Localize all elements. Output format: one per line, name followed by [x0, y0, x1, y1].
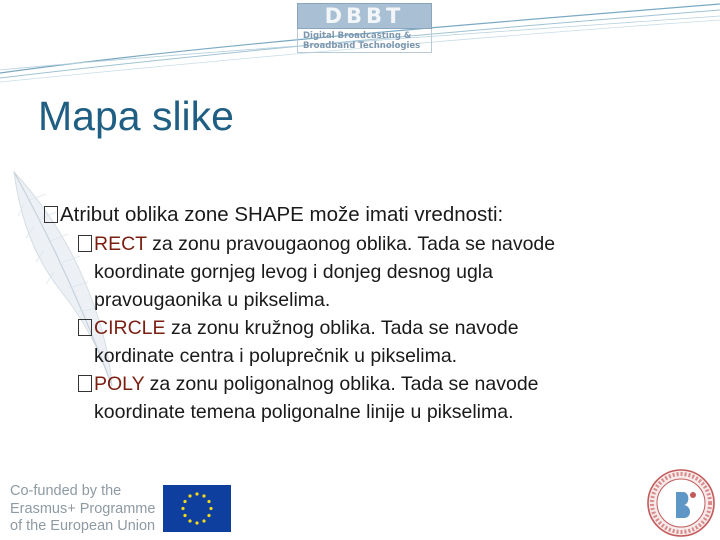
list-item-poly — [78, 370, 684, 426]
logo-word: DBBT — [324, 4, 405, 28]
item-text: za zonu poligonalnog oblika. Tada se navode — [144, 373, 539, 395]
bullet-box-icon — [78, 375, 92, 392]
item-first-line — [78, 230, 684, 258]
slide-title: Mapa slike — [38, 93, 234, 139]
list-item-circle — [78, 314, 684, 370]
slide-body — [44, 200, 684, 426]
eu-flag-icon — [163, 485, 231, 532]
list-item-rect — [78, 230, 684, 314]
logo-tagline-2: Broadband Technologies — [303, 41, 421, 51]
item-continuation: pravougaonika u pikselima. — [94, 289, 331, 311]
bullet-box-icon — [44, 206, 58, 223]
item-text: za zonu pravougaonog oblika. Tada se navode — [146, 233, 556, 255]
item-continuation: koordinate temena poligonalne linije u pikselima. — [94, 401, 514, 423]
item-continuation: kordinate centra i poluprečnik u pikselima. — [94, 345, 458, 367]
item-first-line — [78, 314, 684, 342]
dbbt-seal-icon — [646, 468, 716, 538]
cofunded-text — [10, 483, 155, 536]
item-first-line — [78, 370, 684, 398]
bullet-box-icon — [78, 235, 92, 252]
item-text: za zonu kružnog oblika. Tada se navode — [165, 317, 519, 339]
item-keyword: RECT — [94, 233, 147, 255]
cofunded-line: Erasmus+ Programme — [10, 500, 156, 517]
item-keyword: CIRCLE — [94, 317, 166, 339]
dbbt-logo — [297, 3, 432, 53]
cofunded-line: of the European Union — [10, 518, 156, 534]
logo-tagline-1: Digital Broadcasting & — [303, 31, 412, 41]
intro-line — [44, 200, 684, 230]
intro-text: Atribut oblika zone SHAPE može imati vrednosti: — [60, 203, 504, 226]
item-continuation: koordinate gornjeg levog i donjeg desnog ugla — [94, 261, 493, 283]
bullet-list — [78, 230, 684, 426]
bullet-box-icon — [78, 319, 92, 336]
item-keyword: POLY — [94, 373, 145, 395]
cofunded-line: Co-funded by the — [10, 483, 122, 499]
